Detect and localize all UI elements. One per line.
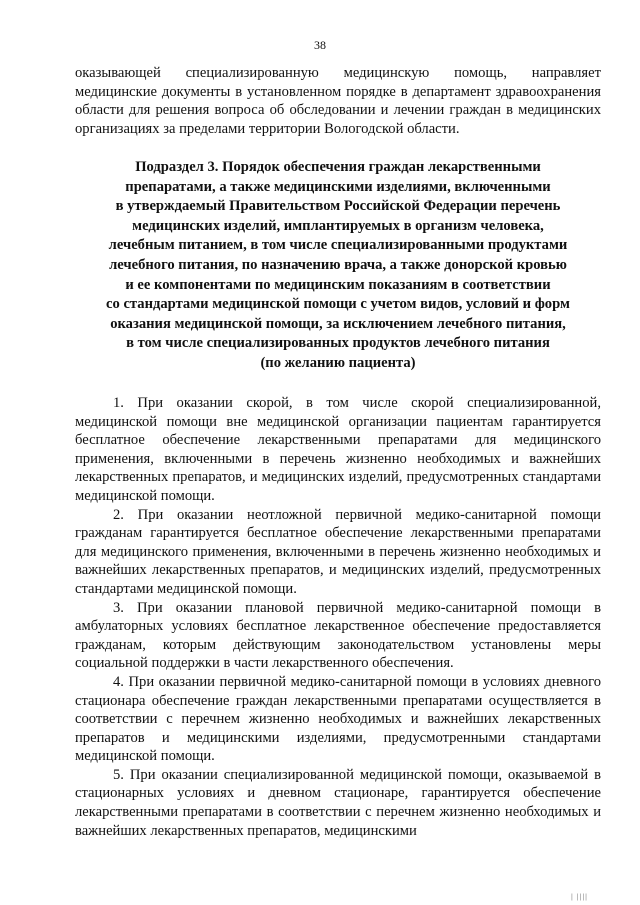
heading-line: препаратами, а также медицинскими изделиями, включенными <box>125 178 551 195</box>
continuation-paragraph-block <box>75 64 601 138</box>
subsection-heading <box>75 158 601 374</box>
heading-line: лечебным питанием, в том числе специализированными продуктами <box>108 237 568 254</box>
heading-line: (по желанию пациента) <box>260 354 416 371</box>
heading-line: в том числе специализированных продуктов лечебного питания <box>126 335 550 352</box>
paragraph-3: 3. При оказании плановой первичной медико-санитарной помощи в амбулаторных условиях бесплатное лекарственное обеспечение предоставляется гражданам, которым действующим законодательством установлены меры социальной поддержки в части лекарственного обеспечения. <box>75 599 601 672</box>
heading-line: в утверждаемый Правительством Российской Федерации перечень <box>115 198 561 215</box>
heading-line: оказания медицинской помощи, за исключением лечебного питания, <box>110 315 566 332</box>
scan-footer-mark: | |||| <box>570 894 588 901</box>
paragraph-5: 5. При оказании специализированной медицинской помощи, оказываемой в стационарных условиях и дневном стационаре, гарантируется обеспечение лекарственными препаратами в соответствии с перечнем жизненно необходимых и важнейших лекарственных препаратов, медицинскими <box>75 766 601 839</box>
paragraph-4: 4. При оказании первичной медико-санитарной помощи в условиях дневного стационара обеспечение граждан лекарственными препаратами осуществляется в соответствии с перечнем жизненно необходимых и важнейших лекарственных препаратов и медицинскими изделиями, предусмотренными стандартами медицинской помощи. <box>75 673 601 765</box>
heading-line: Подраздел 3. Порядок обеспечения граждан лекарственными <box>135 159 541 175</box>
heading-line: медицинских изделий, имплантируемых в организм человека, <box>132 217 544 234</box>
continuation-paragraph: оказывающей специализированную медицинскую помощь, направляет медицинские документы в установленном порядке в департамент здравоохранения области для решения вопроса об обследовании и лечении граждан в медицинских организациях за пределами территории Вологодской области. <box>75 65 601 137</box>
paragraph-1: 1. При оказании скорой, в том числе скорой специализированной, медицинской помощи вне медицинской организации пациентам гарантируется бесплатное обеспечение лекарственными препаратами для медицинского применения, включенными в перечень жизненно необходимых и важнейших лекарственных препаратов, и медицинских изделий, предусмотренных стандартами медицинской помощи. <box>75 395 601 504</box>
paragraph-2: 2. При оказании неотложной первичной медико-санитарной помощи гражданам гарантируется бесплатное обеспечение лекарственными препаратами для медицинского применения, включенными в перечень жизненно необходимых и важнейших лекарственных препаратов, и медицинских изделий, предусмотренных стандартами медицинской помощи. <box>75 506 601 597</box>
heading-line: и ее компонентами по медицинским показаниям в соответствии <box>125 276 551 293</box>
heading-line: лечебного питания, по назначению врача, а также донорской кровью <box>109 256 567 273</box>
numbered-paragraphs <box>75 394 601 840</box>
page-number: 38 <box>314 38 326 52</box>
heading-line: со стандартами медицинской помощи с учетом видов, условий и форм <box>106 296 570 313</box>
